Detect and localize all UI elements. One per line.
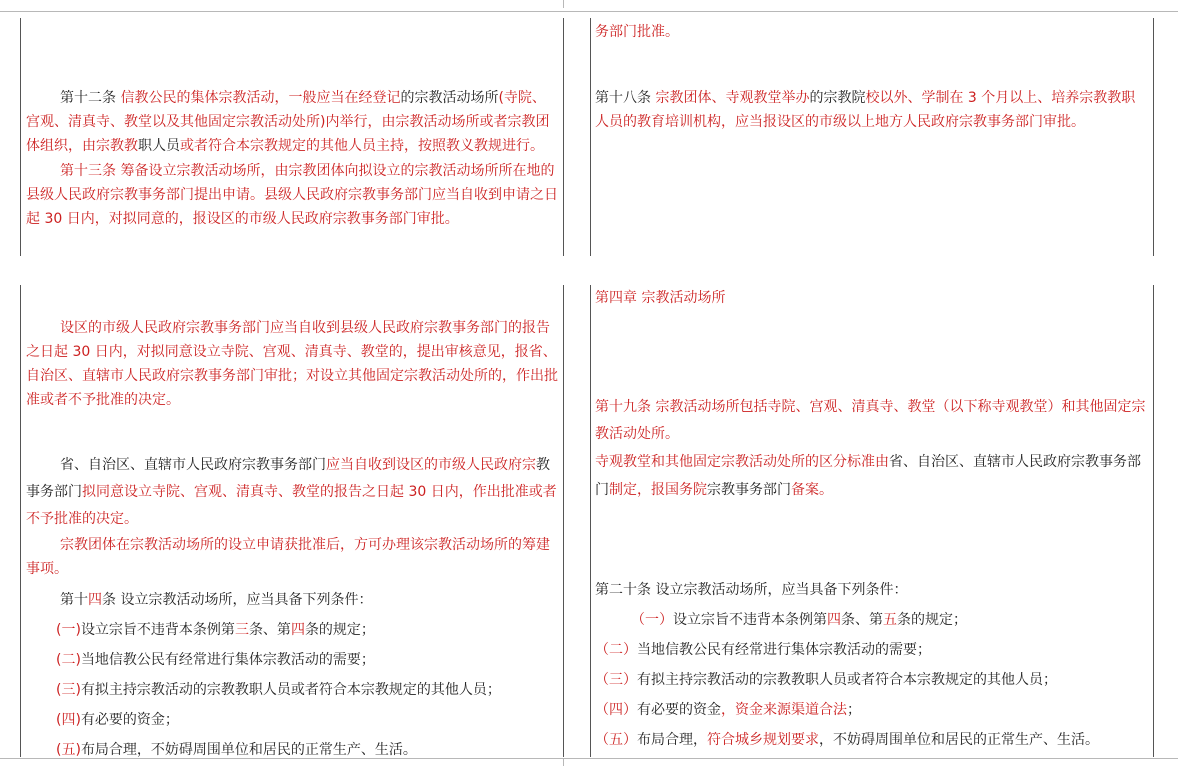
red-text-run: ，资金来源渠道合法 [721, 702, 847, 718]
left-table-border-top [20, 18, 21, 256]
middle-table-border-bottom [563, 285, 564, 757]
red-text-run: 申请之日起 30 日内，对拟同意的，报设区的市级人民政府宗教事务部门审批。 [26, 187, 558, 227]
text-run: ，不妨碍周围单位和居民的正常生产、生活。 [819, 732, 1099, 748]
red-text-run: (寺院、宫观、清真寺、教堂以及其他固定宗教活动处所) [26, 90, 546, 130]
text-run: 教事务部门 [26, 457, 550, 500]
red-text-run: 四 [88, 592, 102, 608]
text-run: 第十八条 [595, 90, 656, 106]
article-20-items [595, 605, 1147, 755]
red-text-run: 四 [290, 622, 305, 638]
red-text-run: 宗教团体、寺观教堂举办 [655, 90, 810, 106]
red-text-run: 地的县级人民政府宗教事务部门提出申请。县级人民政府宗教事务部门应当自收到 [26, 163, 555, 203]
red-text-run: 符合城乡规划要求 [707, 732, 819, 748]
red-text-run: (四) [56, 712, 81, 728]
chapter-heading [595, 286, 1147, 310]
text-run: 设立宗旨不违背本条例第 [80, 622, 235, 638]
red-text-run: (一) [56, 622, 81, 638]
red-text-run: （四） [595, 702, 637, 718]
text-run: ； [847, 702, 861, 718]
list-item [595, 665, 1147, 695]
left-table-border-bottom [20, 285, 21, 757]
text-run: 职人员 [138, 138, 180, 154]
article-19 [595, 394, 1147, 448]
text-run: 条、第 [248, 622, 291, 638]
classification-paragraph [595, 448, 1147, 504]
red-text-run: 寺观教堂和其他固定宗教活动处所的区分标准由 [595, 454, 889, 470]
list-item [56, 675, 558, 705]
red-text-run: 宗教教职人员的教育培训机构，应当报设区的市级以上地方人民政府宗教事务部门审批。 [595, 90, 1136, 130]
red-text-run: 宗教团体在宗教活动场所的设立申请获批准后，方可办理该宗教活动场所的筹建事项。 [26, 537, 550, 577]
list-item [56, 615, 558, 645]
left-top-cell [26, 86, 558, 231]
continuation-text [595, 20, 1147, 44]
text-run: 的宗教院 [809, 90, 866, 106]
red-text-run: （五） [595, 732, 637, 748]
red-text-run: （二） [595, 642, 637, 658]
red-text-run: (二) [56, 652, 81, 668]
list-item [595, 725, 1147, 755]
right-table-border-bottom [1153, 285, 1154, 757]
text-run: 有拟主持宗教活动的宗教教职人员或者符合本宗教规定的其他人员； [80, 682, 501, 698]
red-text-run: 校以外、学制在 3 个月以上、培养 [865, 90, 1080, 106]
column-tick-top [563, 0, 564, 8]
red-text-run: 第十九条 宗教活动场所包括寺院、宫观、清真寺、教堂（以下称寺观教堂）和其他固定宗教活动处所。 [595, 399, 1146, 442]
text-run: 第十 [60, 592, 88, 608]
right-col-left-border-top [590, 18, 591, 256]
text-run: 的宗教活动场所 [400, 90, 499, 106]
red-text-run: 内举行，由宗教活动场所或者宗教团体组织，由宗教教 [26, 114, 550, 154]
red-text-run: 三 [234, 622, 249, 638]
list-item [56, 705, 558, 735]
red-text-run: 拟同意设立寺院、宫观、清真寺、教堂的报告之日起 30 日内，作出批准或者不予批准的决定。 [26, 484, 557, 527]
provincial-approval-paragraph [26, 452, 558, 533]
text-run: 条的规定； [304, 622, 375, 638]
text-run: 有拟主持宗教活动的宗教教职人员或者符合本宗教规定的其他人员； [637, 672, 1057, 688]
text-run: 第二十条 设立宗教活动场所，应当具备下列条件： [595, 582, 908, 598]
top-border [0, 11, 1178, 12]
preparation-paragraph [26, 533, 558, 581]
red-text-run: 制定，报国务院 [609, 482, 707, 498]
municipal-approval-paragraph [26, 316, 558, 412]
red-text-run: 设区的市级人民政府宗教事务部门应当自收到县级人民政府宗教事务部门的报告之日起 30 日内，对拟同意设立寺院、宫观、清真寺、教堂的，提出审核意见，报省、自治区、直辖市人民政府宗教事务部门审批；对设立其他固定宗教活动处所的，作出批准或者不予批准的决定。 [26, 320, 558, 408]
text-run: 当地信教公民有经常进行集体宗教活动的需要； [637, 642, 931, 658]
article-13 [26, 159, 558, 231]
text-run: 条、第 [841, 612, 883, 628]
red-text-run: （一） [631, 612, 673, 628]
list-item [595, 695, 1147, 725]
right-top-cell [595, 20, 1147, 134]
text-run: 省、自治区、直辖市人民政府宗教事务部门 [60, 457, 326, 473]
list-item [595, 605, 1147, 635]
text-run: 宗教事务部门 [707, 482, 791, 498]
text-run: 布局合理， [637, 732, 707, 748]
article-12 [26, 86, 558, 158]
text-run: 有必要的资金； [80, 712, 179, 728]
red-text-run: （三） [595, 672, 637, 688]
list-item [595, 635, 1147, 665]
list-item [56, 645, 558, 675]
red-text-run: 务部门批准。 [595, 24, 679, 40]
red-text-run: (三) [56, 682, 81, 698]
text-run: 设立宗旨不违背本条例第 [673, 612, 827, 628]
article-14-items [26, 615, 558, 765]
list-item [56, 735, 558, 765]
red-text-run: (五) [56, 742, 81, 758]
column-tick-bottom [563, 758, 564, 766]
text-run: 条的规定； [897, 612, 967, 628]
red-text-run: 备案。 [791, 482, 833, 498]
text-run: 布局合理，不妨碍周围单位和居民的正常生产、生活。 [80, 742, 417, 758]
red-text-run: 四 [827, 612, 841, 628]
text-run: 当地信教公民有经常进行集体宗教活动的需要； [80, 652, 375, 668]
right-bottom-cell [595, 286, 1147, 755]
red-text-run: 第四章 宗教活动场所 [595, 290, 726, 306]
text-run: 条 设立宗教活动场所，应当具备下列条件： [102, 592, 373, 608]
red-text-run: 应当自收到设区的市级人民政府宗 [326, 457, 536, 473]
red-text-run: 信教公民的集体宗教活动，一般应当在经登记 [120, 90, 401, 106]
text-run: 第十二条 [60, 90, 121, 106]
text-run: 有必要的资金 [637, 702, 721, 718]
article-14 [26, 585, 558, 615]
red-text-run: 或者符合本宗教规定的其他人员主持，按照教义教规进行。 [180, 138, 544, 154]
text-run: 省、自治区、直辖市人民政府宗教事务部门 [595, 454, 1141, 498]
right-table-border-top [1153, 18, 1154, 256]
article-20 [595, 575, 1147, 605]
article-18 [595, 86, 1147, 134]
right-col-left-border-bottom [590, 285, 591, 757]
red-text-run: 五 [883, 612, 897, 628]
left-bottom-cell [26, 316, 558, 765]
red-text-run: 第十三条 筹备设立宗教活动场所，由宗教团体向拟设立的宗教活动场所所在 [60, 163, 527, 179]
middle-table-border-top [563, 18, 564, 256]
